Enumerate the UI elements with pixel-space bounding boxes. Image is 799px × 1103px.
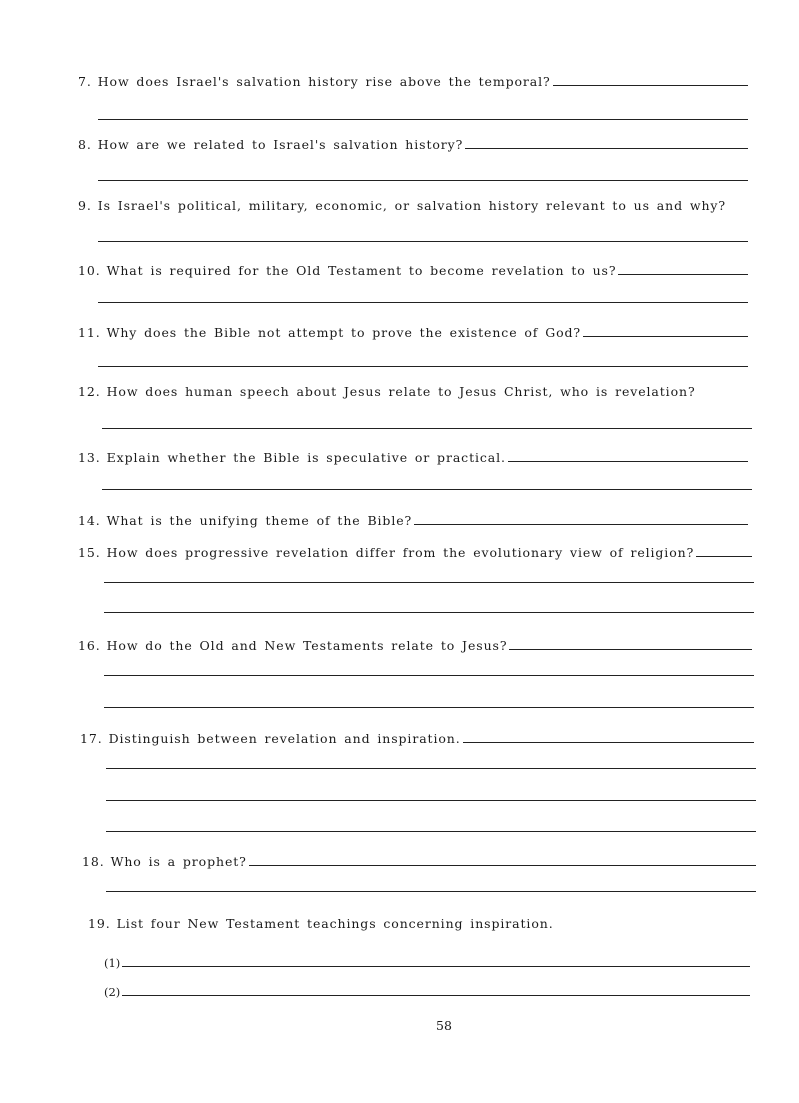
question-16 [78,638,752,653]
question-number: 9. [78,198,92,213]
question-number: 13. [78,450,101,465]
question-12 [78,384,748,399]
question-number: 15. [78,545,101,560]
question-14 [78,513,748,528]
question-11 [78,325,748,340]
question-number: 12. [78,384,101,399]
answer-line[interactable] [98,241,748,242]
question-text: Why does the Bible not attempt to prove the existence of God? [106,325,582,340]
answer-line[interactable] [102,428,752,429]
question-text: What is required for the Old Testament to become revelation to us? [106,263,617,278]
answer-blank[interactable] [122,994,750,996]
question-text: Distinguish between revelation and inspiration. [108,731,461,746]
answer-line[interactable] [98,180,748,181]
question-number: 8. [78,137,92,152]
answer-line[interactable] [98,302,748,303]
question-text: How does Israel's salvation history rise above the temporal? [97,74,551,89]
question-number: 18. [82,854,105,869]
question-number: 11. [78,325,101,340]
question-number: 19. [88,916,111,931]
answer-blank[interactable] [509,648,752,650]
question-9 [78,198,748,213]
answer-line[interactable] [102,489,752,490]
question-text: How do the Old and New Testaments relate to Jesus? [106,638,508,653]
list-item-label: (1) [104,956,121,970]
question-text: List four New Testament teachings concerning inspiration. [116,916,554,931]
answer-line[interactable] [104,582,754,583]
answer-line[interactable] [106,800,756,801]
answer-blank[interactable] [414,523,748,525]
question-18 [82,854,756,869]
answer-line[interactable] [106,891,756,892]
answer-line[interactable] [98,119,748,120]
question-19 [88,916,748,931]
answer-line[interactable] [104,707,754,708]
answer-blank[interactable] [553,84,748,86]
question-8 [78,137,748,152]
question-text: How are we related to Israel's salvation history? [97,137,464,152]
list-item-1 [104,956,750,970]
answer-blank[interactable] [618,273,748,275]
answer-blank[interactable] [122,965,750,967]
page-number: 58 [436,1018,452,1033]
question-text: How does progressive revelation differ from the evolutionary view of religion? [106,545,695,560]
question-13 [78,450,748,465]
answer-blank[interactable] [465,147,748,149]
answer-blank[interactable] [463,741,754,743]
list-item-label: (2) [104,985,121,999]
answer-line[interactable] [106,768,756,769]
answer-blank[interactable] [508,460,748,462]
question-number: 17. [80,731,103,746]
question-number: 14. [78,513,101,528]
question-text: What is the unifying theme of the Bible? [106,513,413,528]
question-10 [78,263,748,278]
question-15 [78,545,752,560]
question-number: 16. [78,638,101,653]
question-17 [80,731,754,746]
answer-blank[interactable] [583,335,748,337]
question-text: Is Israel's political, military, economic, or salvation history relevant to us and why? [97,198,726,213]
answer-line[interactable] [106,831,756,832]
answer-blank[interactable] [696,555,752,557]
answer-blank[interactable] [249,864,756,866]
question-text: How does human speech about Jesus relate to Jesus Christ, who is revelation? [106,384,696,399]
question-number: 10. [78,263,101,278]
question-text: Who is a prophet? [110,854,247,869]
answer-line[interactable] [104,675,754,676]
list-item-2 [104,985,750,999]
answer-line[interactable] [104,612,754,613]
question-7 [78,74,748,89]
question-text: Explain whether the Bible is speculative or practical. [106,450,506,465]
question-number: 7. [78,74,92,89]
answer-line[interactable] [98,366,748,367]
